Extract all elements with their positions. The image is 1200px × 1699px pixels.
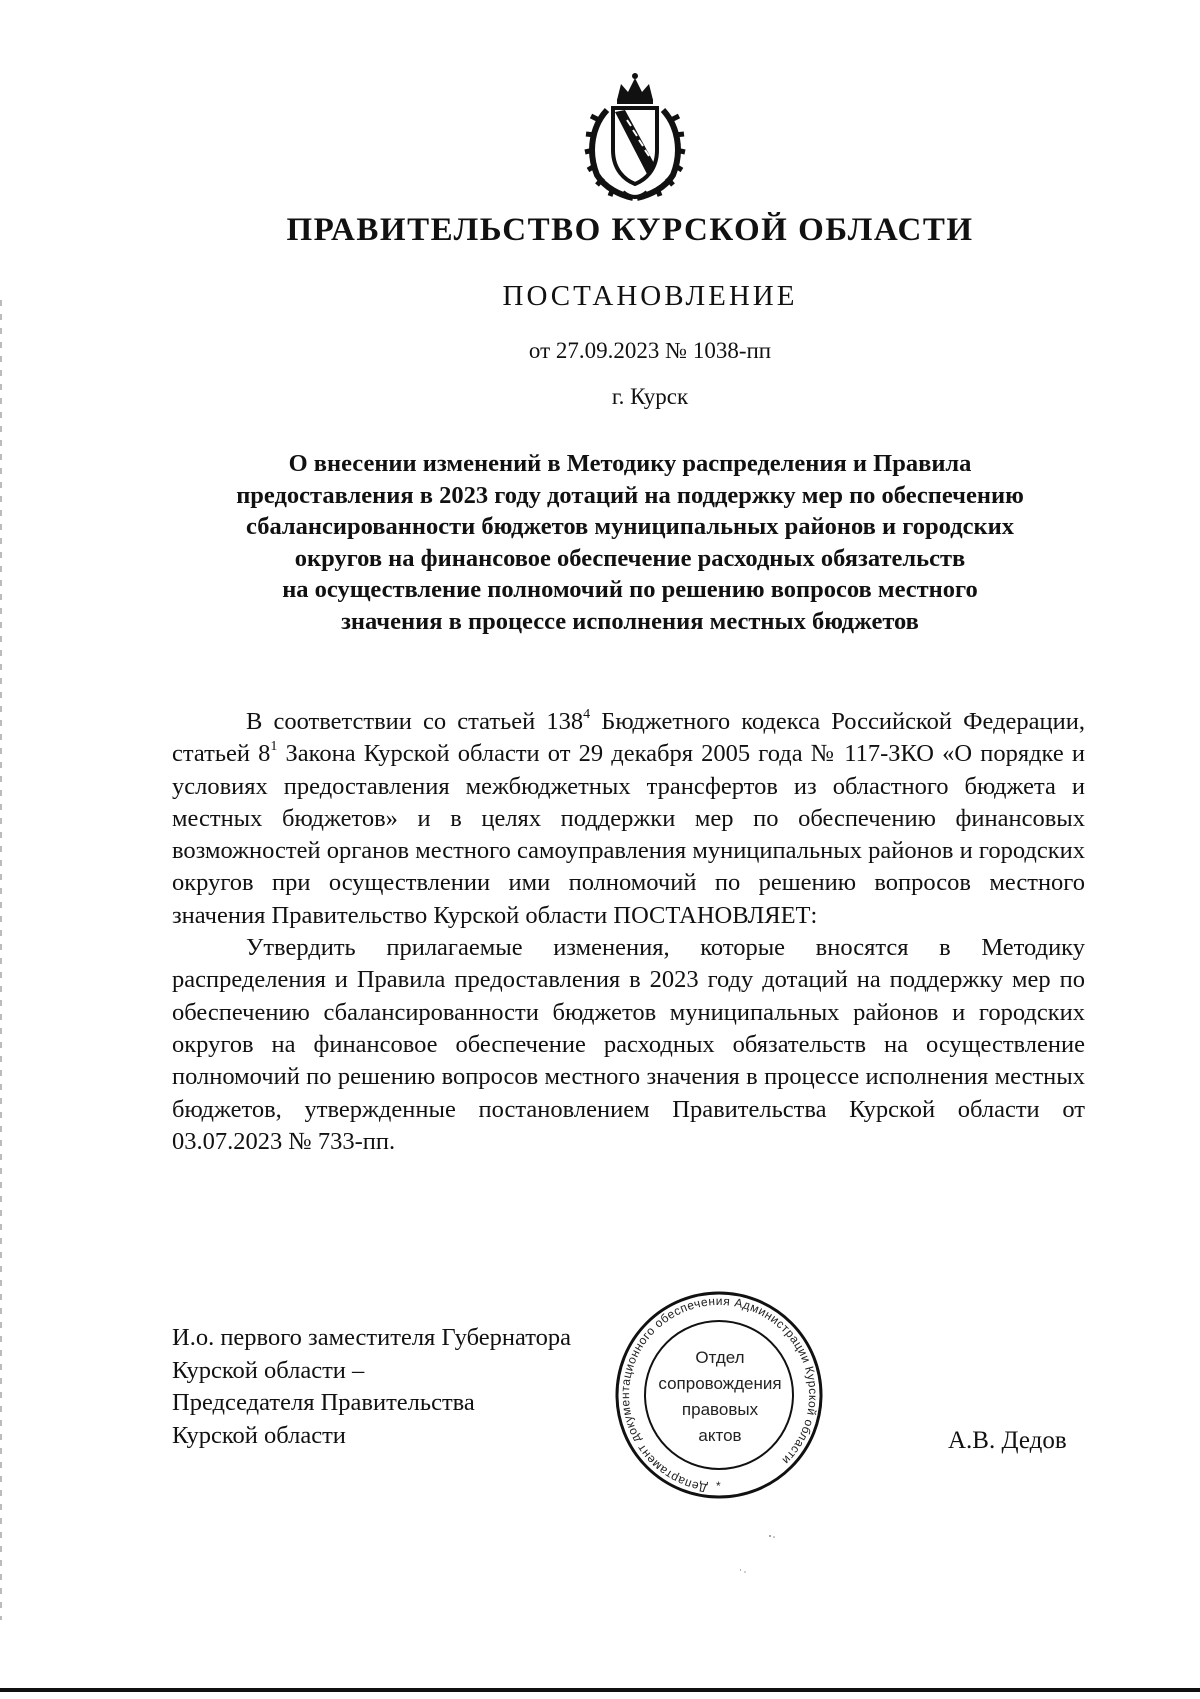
- document-date-number: от 27.09.2023 № 1038-пп: [528, 338, 772, 363]
- signer-position-line: Председателя Правительства: [172, 1389, 475, 1416]
- subject-line: сбалансированности бюджетов муниципальных районов и городских: [246, 513, 1014, 540]
- svg-text:*: *: [716, 1479, 721, 1493]
- signer-position-line: Курской области: [172, 1421, 346, 1449]
- stamp-ring-text: Департамент документационного обеспечения Администрации Курской области: [618, 1293, 821, 1496]
- superscript: 1: [270, 739, 278, 755]
- coat-of-arms-emblem: [575, 70, 695, 205]
- document-type: ПОСТАНОВЛЕНИЕ: [502, 280, 798, 312]
- document-subject: [165, 448, 1095, 637]
- superscript: 4: [583, 706, 591, 722]
- scan-specks: [740, 1530, 780, 1640]
- signer-position-line: Курской области –: [172, 1356, 365, 1384]
- subject-line: округов на финансовое обеспечение расходных обязательств: [294, 544, 966, 572]
- page-bottom-border: [0, 1688, 1200, 1692]
- body-paragraph-resolution: Утвердить прилагаемые изменения, которые вносятся в Методику распределения и Правила предоставления в 2023 году дотаций на поддержку мер по обеспечению сбалансированности бюджетов муниципальных районов и городских округов на финансовое обеспечение расходных обязательств на осуществление полномочий по решению вопросов местного значения в процессе исполнения местных бюджетов, утвержденные постановлением Правительства Курской области от 03.07.2023 № 733-пп.: [172, 934, 1085, 1155]
- subject-line: на осуществление полномочий по решению вопросов местного: [282, 576, 978, 603]
- subject-line: предоставления в 2023 году дотаций на поддержку мер по обеспечению: [236, 481, 1024, 509]
- scan-edge-artifact: [0, 300, 2, 1620]
- stamp-center-text: Отдел сопровождения правовых актов: [658, 1348, 782, 1445]
- document-city: г. Курск: [611, 384, 689, 409]
- government-title: ПРАВИТЕЛЬСТВО КУРСКОЙ ОБЛАСТИ: [286, 212, 974, 248]
- body-paragraph-preamble: В соответствии со статьей $138^4$ Бюджетного кодекса Российской Федерации, статьей $8^1$ Закона Курской области от 29 декабря 2005 года № 117-ЗКО «О порядке и условиях предоставления межбюджетных трансфертов из областного бюджета и местных бюджетов» и в целях поддержки мер по обеспечению финансовых возможностей органов местного самоуправления муниципальных районов и городских округов при осуществлении ими полномочий по решению вопросов местного значения Правительство Курской области ПОСТАНОВЛЯЕТ:: [172, 706, 1085, 929]
- document-body: [172, 706, 1085, 1158]
- signer-position-line: И.о. первого заместителя Губернатора: [172, 1324, 571, 1351]
- signer-name: А.В. Дедов: [948, 1427, 1067, 1454]
- subject-line: О внесении изменений в Методику распределения и Правила: [288, 450, 972, 477]
- subject-line: значения в процессе исполнения местных бюджетов: [341, 607, 919, 635]
- signer-position: [172, 1322, 571, 1452]
